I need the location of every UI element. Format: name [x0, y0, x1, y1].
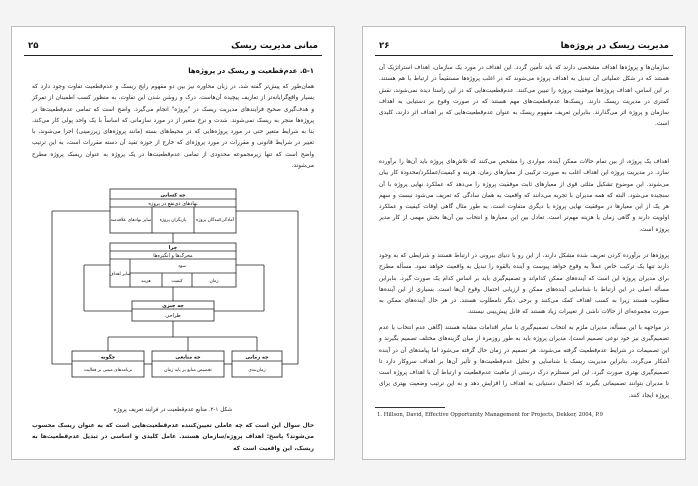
who-cell-3: آمادگی‌کنندگان پروژه: [196, 218, 234, 223]
right-page-number: ۲۶: [379, 41, 390, 51]
what-subtitle: طراحی: [165, 313, 181, 319]
why-cell-1: سایر اهداف: [109, 272, 131, 277]
why-cell-3: هزینه: [141, 279, 151, 284]
left-header-title: مبانی مدیریت ریسک: [231, 41, 318, 51]
figure-caption: شکل ۱-۲. منابع عدم‌قطعیت در فرایند تعریف پروژه: [113, 407, 233, 413]
right-page: [362, 26, 686, 460]
why-cell-5: زمان: [209, 279, 219, 284]
why-subtitle: محرک‌ها و انگیزه‌ها: [153, 253, 193, 259]
what-title: چه چیزی: [162, 303, 184, 309]
right-paragraph-1: سازمان‌ها و پروژه‌ها اهداف مشخصی دارند که باید تأمین گردد. این اهداف در مورد یک سازمان، اهداف استراتژیک آن هستند که در شکل عملیاتی آن تبدیل به اهداف پروژه می‌شوند که در اغلب پروژه‌ها مستقیماً در ارتباط با هم هستند. بر این اساس، اهداف پروژه‌ها موفقیت پروژه را تبیین می‌کنند. عدم‌قطعیت‌هایی که در این راستا دیده نمی‌شوند، نقش کمتری در مدیریت ریسک دارند. ریسک‌ها عدم‌قطعیت‌های مهم هستند که در صورت وقوع بر دستیابی به اهداف سازمان و پروژه اثر می‌گذارند. بنابراین تعریف مفهوم ریسک به عنوان عدم‌قطعیت‌هایی که بر اهداف اثر دارند، کلیدی است.: [379, 65, 669, 128]
left-page: [11, 26, 335, 460]
why-cell-2: سود: [178, 264, 186, 269]
which-title: چه منابعی: [175, 354, 201, 361]
left-paragraph-2: حال سوال این است که چه عاملی تعیین‌کننده عدم‌قطعیت‌هایی است که به عنوان ریسک محسوب می‌شوند؟ پاسخ: اهداف پروژه/سازمان هستند. عامل کلیدی و اساسی در تبدیل عدم‌قطعیت‌ها به ریسک، این واقعیت است که: [32, 423, 314, 452]
left-paragraph-1: همان‌طور که پیش‌تر گفته شد، در زبان محاوره نیز بین دو مفهوم رایج ریسک و عدم‌قطعیت تفاوت وجود دارد که بسیار واقع‌گرایانه‌تر از تعاریف پیچیده آن‌هاست. درک و روشن شدن این تفاوت، به منظور کسب اطمینان از تمرکز و هدف‌گیری صحیح فرایندهای مدیریت ریسک در "پروژه" انجام می‌گیرد. واضح است که تمامی عدم‌قطعیت‌ها در پروژه‌ها منجر به ریسک نمی‌شوند. شدت و نرخ متغیر از در مورد سازمانی که اساساً با یک واحد پولی کار می‌کند، بنا به شرایط متغیر حتی در مورد پروژه‌هایی که در محیط‌های بسته (مانند پروژه‌های زیرزمینی) اجرا می‌شوند، با تغییر در شرایط قانونی و مقررات در مورد پروژه‌ای که خارج از حوزه تقید آن دسته مقررات است، به این ترتیب واضح است که تنها زیرمجموعه محدودی از تمامی عدم‌قطعیت‌ها در یک پروژه به عنوان ریسک پروژه مطرح می‌شوند.: [32, 84, 314, 170]
how-subtitle: برنامه‌های مبتنی بر فعالیت: [83, 368, 133, 373]
how-title: چگونه: [100, 354, 116, 361]
left-page-header: [24, 41, 322, 56]
right-paragraph-2: اهداف یک پروژه، از بین تمام حالات ممکن آینده، مواردی را مشخص می‌کنند که تلاش‌های پروژه باید آن‌ها را برآورده سازد. در مدیریت پروژه این اهداف اغلب به صورت ترکیبی از معیارهای زمان، هزینه و کیفیت/عملکرد/محدوده کار بیان می‌شوند. این موضوع تشکیل مثلثی قوی از معیارهای ثابت موفقیت پروژه را می‌دهد که عملکرد نهایی پروژه با آن سنجیده می‌شود. البته که همه مدیران با تجربه می‌دانند که واقعیت به همان سادگی که تعریف می‌شود نیست و سهم هر یک از این معیارها در موفقیت نهایی پروژه با دیگری متفاوت است. به طور مثال گاهی اوقات کیفیت و عملکرد اولویت دارند و گاهی زمان یا هزینه مهم‌تر است. تعادل بین این معیارها و انتخاب بین آن‌ها بخش مهمی از کار مدیر پروژه است.: [379, 159, 669, 233]
right-paragraph-3: پروژه‌ها در برآورده کردن تعریف شده مشکل دارند، از این رو با دنیای بیرونی در ارتباط هستند و شرایطی که به وجود دارند تنها یک ترکیب خاص عملاً به وقوع خواهد پیوست و آینده بالقوه را تبدیل به واقعیت خواهد نمود. مسأله مطرح برای مدیران پروژه این است که آینده‌های ممکن کدام‌اند و تصمیم‌گیری باید بر اساس کدام یک صورت گیرد. بنابراین مسأله اصلی در این ارتباط با شناسایی آینده‌های ممکن و ارزیابی احتمال وقوع آن‌ها است. بسیاری از این آینده‌ها مطلوب هستند زیرا به کسب اهداف کمک می‌کنند و برخی دیگر نامطلوب هستند. در هر حال آینده‌های ممکن به صورت مجموعه‌ای از حالات ناشی از تغییرات زیاد هستند که قابل پیش‌بینی نیستند.: [379, 253, 669, 316]
footnote: 1. Hillson, David, Effective Opportunity Management for Projects, Dekker, 2004, P.9: [377, 412, 603, 418]
right-header-title: مدیریت ریسک در پروژه‌ها: [560, 41, 669, 51]
who-title: چه کسانی: [160, 192, 186, 199]
why-cell-4: کیفیت: [171, 279, 183, 284]
when-subtitle: زمان‌بندی: [248, 368, 266, 373]
who-subtitle: نهادهای ذی‌نفع در پروژه: [148, 201, 198, 207]
footnote-rule: [375, 407, 445, 408]
right-page-header: [375, 41, 673, 56]
who-cell-2: بازیگران پروژه: [159, 218, 187, 223]
section-heading: ۵-۱. عدم‌قطعیت و ریسک در پروژه‌ها: [188, 67, 314, 75]
left-page-number: ۲۵: [28, 41, 39, 51]
right-paragraph-4: در مواجهه با این مسأله، مدیران ملزم به انتخاب تصمیم‌گیری با سایر اقدامات مشابه هستند (گاهی عدم انتخاب یا عدم تصمیم‌گیری نیز خود نوعی تصمیم است). مدیران پروژه باید به طور روزمره از میان گزینه‌های مختلف تصمیم بگیرند و این تصمیمات در شرایط عدم‌قطعیت گرفته می‌شوند. هر تصمیم در زمان حال گرفته می‌شود اما پیامدهای آن در آینده آشکار می‌گردد. بنابراین مدیریت ریسک با شناسایی و تحلیل عدم‌قطعیت‌ها و تأثیر آن‌ها بر اهداف سروکار دارد تا تصمیم‌گیری بهتری صورت گیرد. این امر مستلزم درک درستی از ماهیت عدم‌قطعیت و ارتباط آن با اهداف پروژه است تا مدیران بتوانند تصمیماتی بگیرند که احتمال دستیابی به اهداف را افزایش دهد و به این ترتیب وضعیت بهتری برای پروژه ایجاد کنند.: [379, 325, 669, 399]
which-subtitle: تخصیص منابع بر پایه زمان: [164, 368, 212, 373]
who-cell-1: سایر نهادهای علاقه‌مند: [110, 218, 152, 223]
uncertainty-diagram: [12, 187, 334, 399]
why-title: چرا: [168, 245, 178, 251]
when-title: چه زمانی: [245, 354, 269, 361]
